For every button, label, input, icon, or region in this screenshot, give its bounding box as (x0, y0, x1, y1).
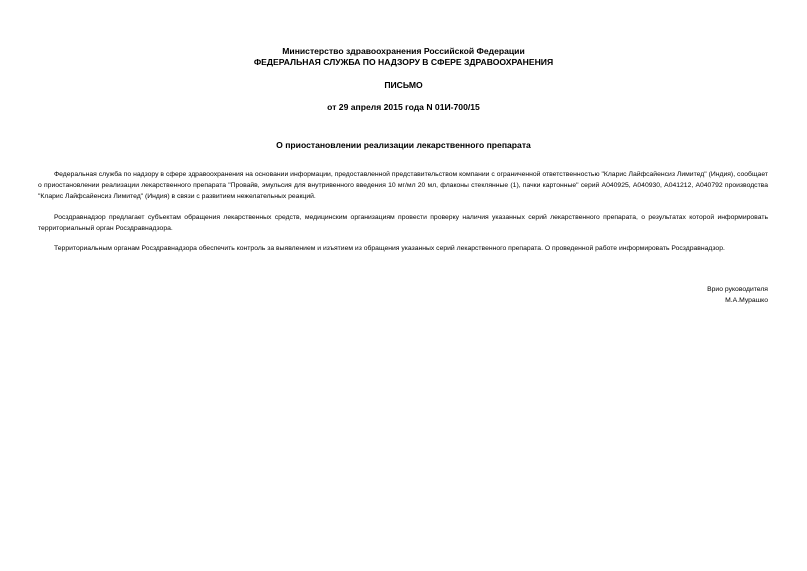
ministry-title: Министерство здравоохранения Российской Федерации (282, 46, 525, 56)
document-date-number: от 29 апреля 2015 года N 01И-700/15 (327, 102, 480, 112)
body-paragraph-3: Территориальным органам Росздравнадзора обеспечить контроль за выявлением и изъятием из обращения указанных серий лекарственного препарата. О проведенной работе информировать Росздравнадзор. (54, 245, 725, 252)
signature-position: Врио руководителя (707, 286, 768, 293)
signature-name: М.А.Мурашко (725, 297, 768, 304)
document-type: ПИСЬМО (384, 80, 423, 90)
body-paragraph-2: Росздравнадзор предлагает субъектам обращения лекарственных средств, медицинским организациям провести проверку наличия указанных серий лекарственного препарата, о результатах которой информировать территориальный орган Росздравнадзора. (38, 214, 768, 232)
service-title: ФЕДЕРАЛЬНАЯ СЛУЖБА ПО НАДЗОРУ В СФЕРЕ ЗДРАВООХРАНЕНИЯ (253, 57, 554, 67)
body-paragraph-1: Федеральная служба по надзору в сфере здравоохранения на основании информации, предоставленной представительством компании с ограниченной ответственностью "Кларис Лайфсайенсиз Лимитед" (Индия), сообщает о приостановлении реализации лекарственного препарата "Провайв, эмульсия для внутривенного введения 10 мг/мл 20 мл, флаконы стеклянные (1), пачки картонные" серий А040925, А040930, А041212, А040792 производства "Кларис Лайфсайенсиз Лимитед" (Индия) в связи с развитием нежелательных реакций. (38, 171, 768, 200)
document-subject: О приостановлении реализации лекарственного препарата (276, 140, 531, 150)
